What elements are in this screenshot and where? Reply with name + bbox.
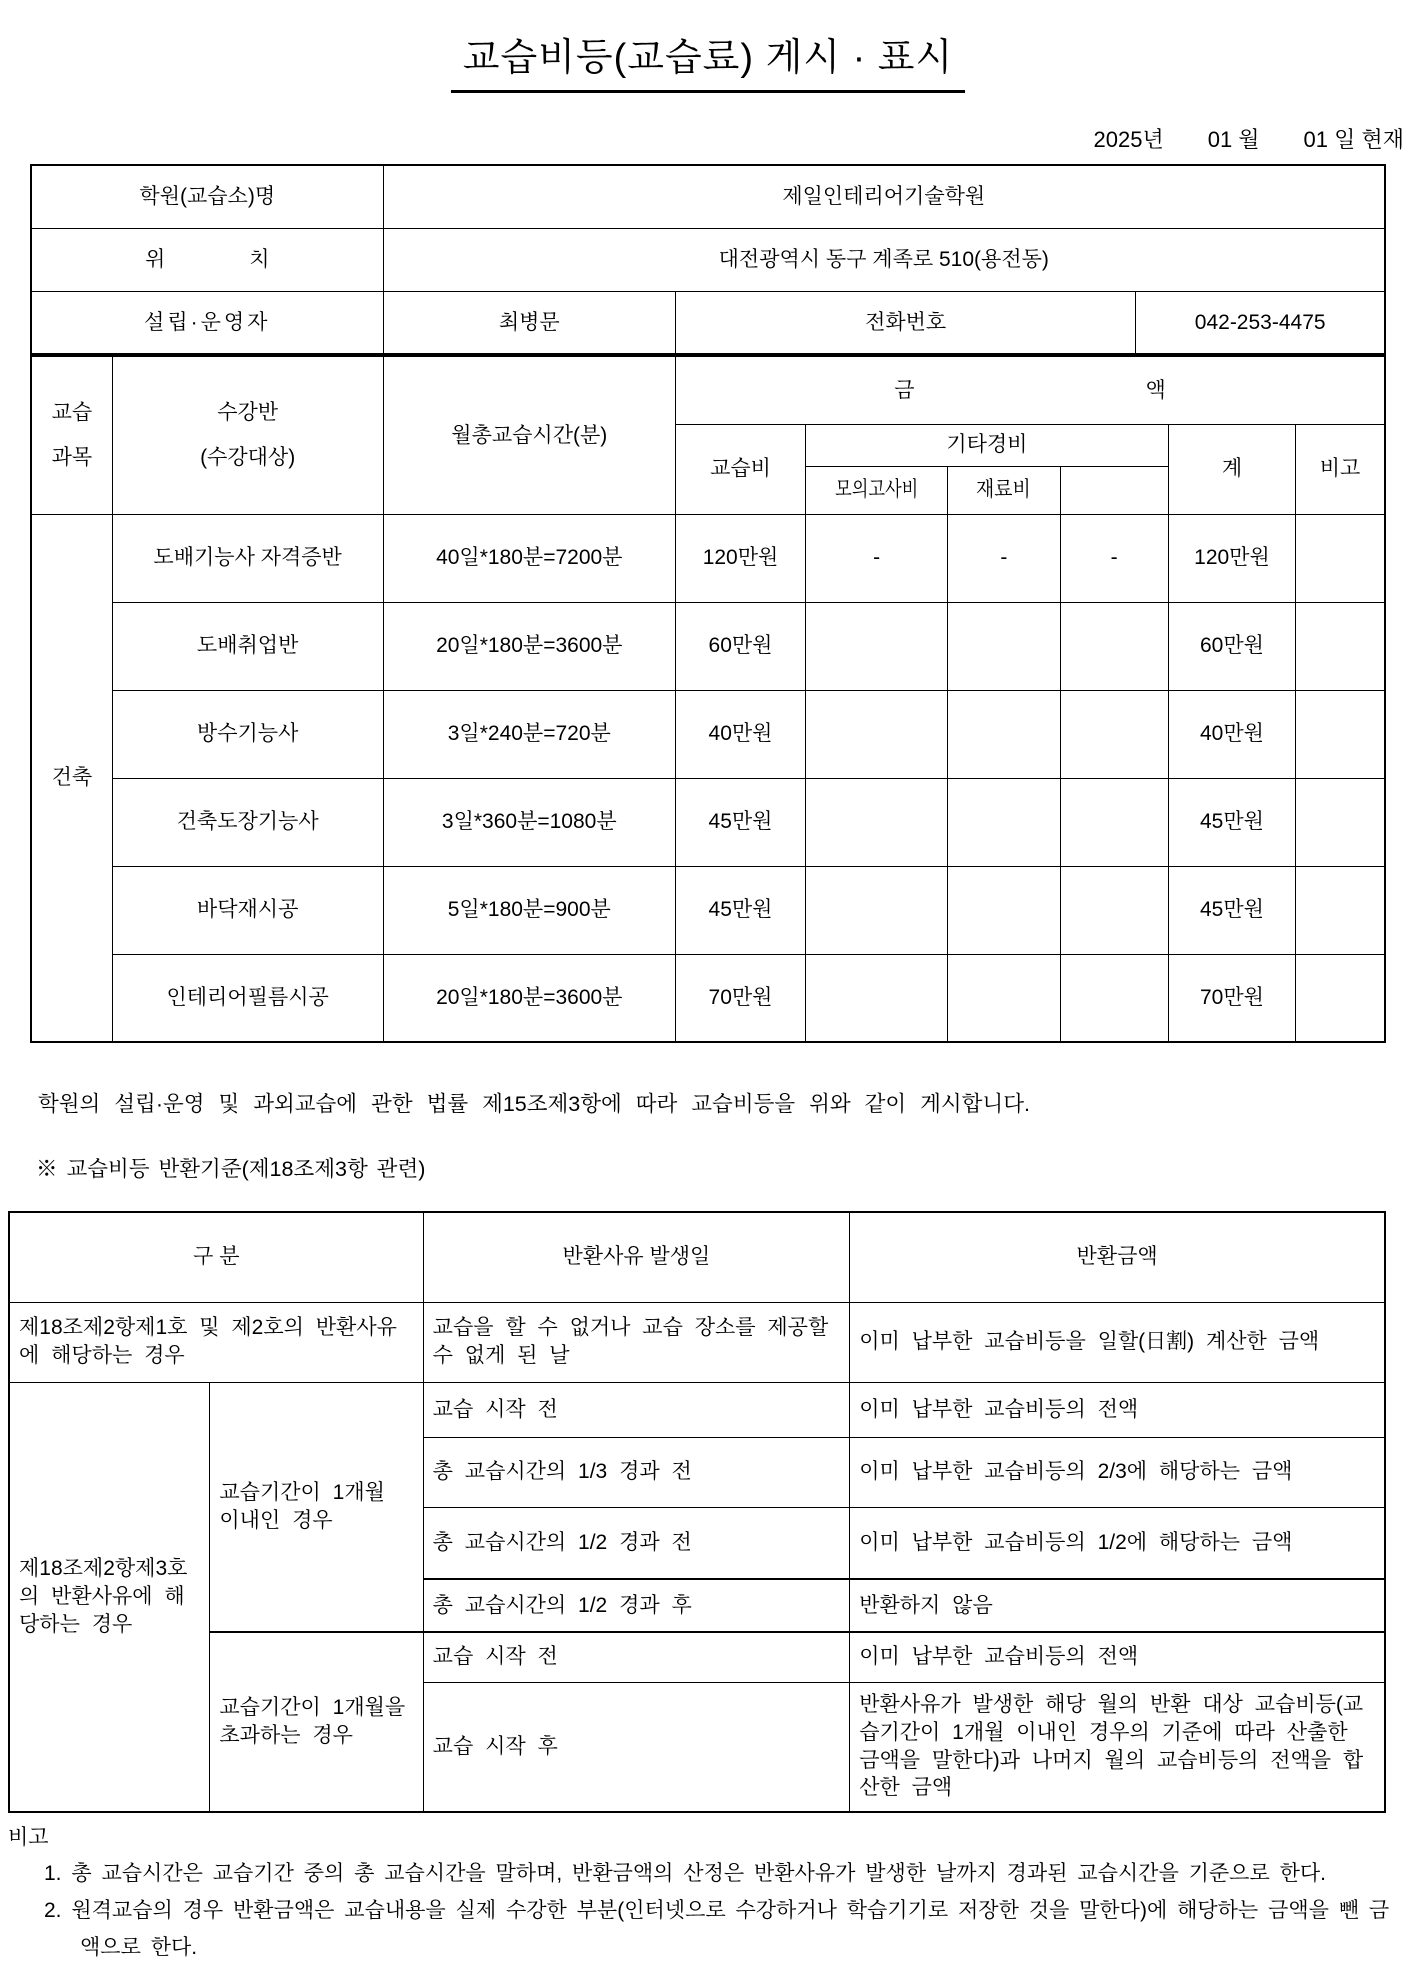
- etc-fee-cell: [1060, 954, 1168, 1042]
- header-class-line1: 수강반: [217, 400, 279, 424]
- fee-cell: 120만원: [676, 514, 806, 602]
- material-fee-cell: -: [948, 514, 1060, 602]
- academy-name-label: 학원(교습소)명: [31, 165, 383, 228]
- etc-fee-cell: [1060, 602, 1168, 690]
- info-row-founder: [31, 291, 1385, 354]
- fee-row-2: [31, 602, 1385, 690]
- minutes-cell: 5일*180분=900분: [383, 866, 675, 954]
- header-mock-exam-fee-text: 모의고사비: [834, 478, 919, 502]
- legal-notice-line: 학원의 설립·운영 및 과외교습에 관한 법률 제15조제3항에 따라 교습비등을 위와 같이 게시합니다.: [38, 1092, 1030, 1116]
- fee-row-1: [31, 514, 1385, 602]
- fee-row-5: [31, 866, 1385, 954]
- class-name-cell: 바닥재시공: [112, 866, 383, 954]
- minutes-cell: 3일*240분=720분: [383, 690, 675, 778]
- founder-value: 최병문: [383, 291, 675, 354]
- etc-fee-cell: [1060, 866, 1168, 954]
- minutes-cell: 3일*360분=1080분: [383, 778, 675, 866]
- refund-category-group-cell: 제18조제2항제3호의 반환사유에 해당하는 경우: [9, 1382, 210, 1812]
- note-cell: [1296, 778, 1385, 866]
- tuition-fee-table: [30, 355, 1386, 1043]
- total-cell: 120만원: [1168, 514, 1295, 602]
- material-fee-cell: [948, 602, 1060, 690]
- refund-header-category: 구 분: [9, 1212, 423, 1302]
- refund-date-cell: 총 교습시간의 1/2 경과 전: [423, 1507, 850, 1579]
- refund-standard-title: ※ 교습비등 반환기준(제18조제3항 관련): [36, 1157, 426, 1181]
- refund-amount-cell: 이미 납부한 교습비등의 전액: [850, 1382, 1385, 1437]
- refund-date-cell: 교습 시작 전: [423, 1382, 850, 1437]
- refund-standard-table: [8, 1211, 1386, 1813]
- header-total: 계: [1168, 424, 1295, 514]
- fee-header-row-1: [31, 356, 1385, 424]
- header-amount: 금 액: [676, 356, 1385, 424]
- academy-name-value: 제일인테리어기술학원: [383, 165, 1385, 228]
- footnote-2: 2. 원격교습의 경우 반환금액은 교습내용을 실제 수강한 부분(인터넷으로 수강하거나 학습기기로 저장한 것을 말한다)에 해당하는 금액을 뺀 금액으로 한다.: [44, 1899, 1390, 1959]
- refund-category-cell: 제18조제2항제1호 및 제2호의 반환사유에 해당하는 경우: [9, 1302, 423, 1382]
- total-cell: 70만원: [1168, 954, 1295, 1042]
- class-name-cell: 인테리어필름시공: [112, 954, 383, 1042]
- refund-date-cell: 교습 시작 후: [423, 1682, 850, 1812]
- refund-subcategory-over-1month: 교습기간이 1개월을 초과하는 경우: [210, 1632, 423, 1812]
- fee-row-6: [31, 954, 1385, 1042]
- header-note: 비고: [1296, 424, 1385, 514]
- minutes-cell: 40일*180분=7200분: [383, 514, 675, 602]
- header-mock-exam-fee: [805, 466, 947, 514]
- title-wrap: [0, 26, 1416, 93]
- refund-row-6: [9, 1632, 1385, 1682]
- as-of-date: 2025년 01 월 01 일 현재: [1093, 127, 1404, 152]
- header-material-fee: [948, 466, 1060, 514]
- class-name-cell: 방수기능사: [112, 690, 383, 778]
- header-monthly-minutes: 월총교습시간(분): [383, 356, 675, 514]
- header-tuition-fee: 교습비: [676, 424, 806, 514]
- refund-amount-cell: 이미 납부한 교습비등의 2/3에 해당하는 금액: [850, 1437, 1385, 1507]
- mock-fee-cell: [805, 954, 947, 1042]
- info-row-location: [31, 228, 1385, 291]
- refund-amount-cell: 반환하지 않음: [850, 1579, 1385, 1632]
- info-row-name: [31, 165, 1385, 228]
- mock-fee-cell: [805, 866, 947, 954]
- refund-date-cell: 총 교습시간의 1/3 경과 전: [423, 1437, 850, 1507]
- refund-subcategory-within-1month: 교습기간이 1개월 이내인 경우: [210, 1382, 423, 1632]
- fee-row-3: [31, 690, 1385, 778]
- refund-header-date: 반환사유 발생일: [423, 1212, 850, 1302]
- phone-value: 042-253-4475: [1136, 291, 1385, 354]
- footnotes-section: [8, 1821, 1396, 1966]
- location-label: 위 치: [31, 228, 383, 291]
- fee-cell: 45만원: [676, 778, 806, 866]
- total-cell: 45만원: [1168, 778, 1295, 866]
- refund-amount-cell: 이미 납부한 교습비등의 1/2에 해당하는 금액: [850, 1507, 1385, 1579]
- mock-fee-cell: [805, 602, 947, 690]
- etc-fee-cell: [1060, 778, 1168, 866]
- total-cell: 40만원: [1168, 690, 1295, 778]
- fee-cell: 70만원: [676, 954, 806, 1042]
- subject-category-cell: 건축: [31, 514, 112, 1042]
- total-cell: 45만원: [1168, 866, 1295, 954]
- header-class-line2: (수강대상): [200, 446, 296, 470]
- refund-date-cell: 교습을 할 수 없거나 교습 장소를 제공할 수 없게 된 날: [423, 1302, 850, 1382]
- note-cell: [1296, 866, 1385, 954]
- minutes-cell: 20일*180분=3600분: [383, 954, 675, 1042]
- header-subject: [31, 356, 112, 514]
- minutes-cell: 20일*180분=3600분: [383, 602, 675, 690]
- refund-date-cell: 교습 시작 전: [423, 1632, 850, 1682]
- material-fee-cell: [948, 690, 1060, 778]
- mock-fee-cell: [805, 778, 947, 866]
- refund-row-1: [9, 1302, 1385, 1382]
- page-title: 교습비등(교습료) 게시 · 표시: [451, 26, 965, 93]
- header-etc-fee: [1060, 466, 1168, 514]
- class-name-cell: 건축도장기능사: [112, 778, 383, 866]
- material-fee-cell: [948, 778, 1060, 866]
- fee-cell: 45만원: [676, 866, 806, 954]
- refund-row-2: [9, 1382, 1385, 1437]
- class-name-cell: 도배기능사 자격증반: [112, 514, 383, 602]
- footnotes-title: 비고: [8, 1826, 49, 1849]
- note-cell: [1296, 514, 1385, 602]
- footnote-1: 1. 총 교습시간은 교습기간 중의 총 교습시간을 말하며, 반환금액의 산정은 반환사유가 발생한 날까지 경과된 교습시간을 기준으로 한다.: [44, 1862, 1326, 1885]
- refund-date-cell: 총 교습시간의 1/2 경과 후: [423, 1579, 850, 1632]
- fee-row-4: [31, 778, 1385, 866]
- refund-amount-cell: 반환사유가 발생한 해당 월의 반환 대상 교습비등(교습기간이 1개월 이내인 경우의 기준에 따라 산출한 금액을 말한다)과 나머지 월의 교습비등의 전액을 합산한 금액: [850, 1682, 1385, 1812]
- header-class: [112, 356, 383, 514]
- class-name-cell: 도배취업반: [112, 602, 383, 690]
- academy-info-table: [30, 164, 1386, 355]
- refund-amount-cell: 이미 납부한 교습비등을 일할(日割) 계산한 금액: [850, 1302, 1385, 1382]
- header-subject-line1: 교습: [51, 400, 93, 424]
- fee-cell: 60만원: [676, 602, 806, 690]
- refund-amount-cell: 이미 납부한 교습비등의 전액: [850, 1632, 1385, 1682]
- material-fee-cell: [948, 954, 1060, 1042]
- etc-fee-cell: [1060, 690, 1168, 778]
- header-material-fee-text: 재료비: [976, 478, 1032, 502]
- header-subject-line2: 과목: [51, 446, 93, 470]
- refund-header-row: [9, 1212, 1385, 1302]
- location-value: 대전광역시 동구 계족로 510(용전동): [383, 228, 1385, 291]
- header-other-expenses: 기타경비: [805, 424, 1168, 466]
- phone-label: 전화번호: [675, 291, 1135, 354]
- material-fee-cell: [948, 866, 1060, 954]
- total-cell: 60만원: [1168, 602, 1295, 690]
- etc-fee-cell: -: [1060, 514, 1168, 602]
- note-cell: [1296, 690, 1385, 778]
- note-cell: [1296, 602, 1385, 690]
- refund-header-amount: 반환금액: [850, 1212, 1385, 1302]
- mock-fee-cell: -: [805, 514, 947, 602]
- note-cell: [1296, 954, 1385, 1042]
- mock-fee-cell: [805, 690, 947, 778]
- founder-label: 설립·운영자: [31, 291, 383, 354]
- fee-cell: 40만원: [676, 690, 806, 778]
